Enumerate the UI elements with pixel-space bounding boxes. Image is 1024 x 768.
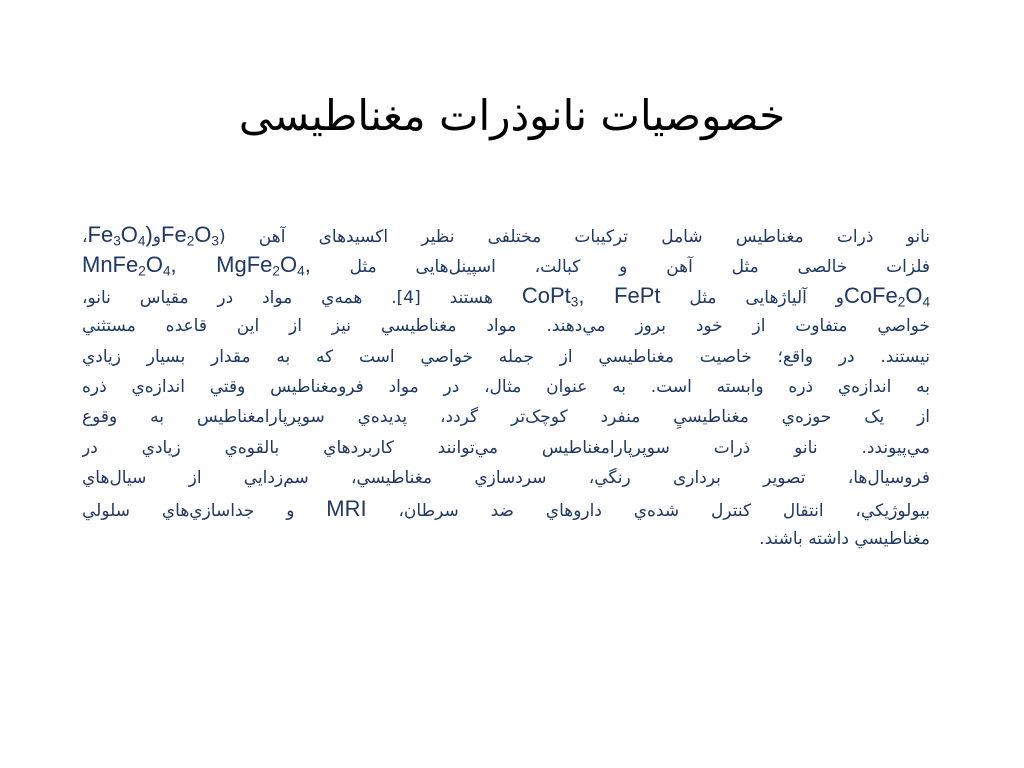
formula-sub: 2 [138, 263, 146, 279]
paragraph-line-11: مغناطيسي داشته باشند. [759, 528, 930, 549]
formula-sub: 2 [186, 233, 195, 249]
paragraph-line-1 [82, 220, 930, 250]
paragraph-line-10 [82, 494, 930, 524]
formula-part: CoFe [843, 282, 898, 308]
formula-sub: 4 [137, 233, 146, 249]
formula-mnfe2o4-mgfe2o4 [82, 252, 311, 277]
line-3-text-a: و آلیاژهایی مثل [689, 287, 844, 308]
formula-part: , [304, 252, 311, 278]
formula-sub: 3 [113, 233, 121, 249]
formula-part: ) [145, 222, 153, 247]
formula-part: O [905, 282, 923, 308]
line-1-text: نانو ذرات مغناطیس شامل ترکیبات مختلفی نظیر اکسیدهای آهن ( [218, 227, 930, 247]
formula-part: Fe [161, 222, 187, 247]
paragraph-line-4: خواصي متفاوت از خود بروز مي‌دهند. مواد مغناطيسي نيز از اين قاعده مستثني [82, 316, 930, 337]
paragraph-line-6: به اندازه‌ي ذره وابسته است. به عنوان مثال، در مواد فرومغناطيس وقتي اندازه‌ي ذره [82, 376, 930, 397]
formula-sub: 4 [297, 263, 305, 279]
formula-sub: 2 [272, 263, 280, 279]
slide-title: خصوصیات نانوذرات مغناطیسی [238, 91, 786, 140]
conjunction-waw: و [152, 227, 162, 247]
formula-part: , FePt [578, 282, 661, 308]
line-3-text-b: هستند [4]. همه‌ي مواد در مقیاس نانو، [82, 287, 493, 308]
line-2-text: فلزات خالصی مثل آهن و کبالت، اسپینل‌هایی مثل [349, 257, 930, 278]
term-mri: MRI [326, 495, 367, 521]
formula-sub: 4 [162, 263, 171, 279]
paragraph-line-9: فروسیال‌ها، تصویر برداری رنگي، سردسازي مغناطيسي، سم‌زدايي از سيال‌هاي [82, 468, 930, 489]
formula-cofe2o4 [844, 283, 930, 308]
formula-copt3-fept [522, 283, 661, 308]
formula-sub: 2 [897, 294, 906, 310]
formula-part: O [145, 252, 163, 278]
formula-fe2o3 [161, 222, 219, 247]
paragraph-line-7: از يک حوزه‌ي مغناطيسيِ منفرد کوچک‌تر گردد، پديده‌ي سوپرپارامغناطيس به وقوع [82, 407, 930, 428]
line-10-text-b: و جداسازي‌هاي سلولي [82, 500, 295, 521]
formula-sub: 4 [922, 294, 930, 310]
formula-part: , [170, 252, 217, 278]
line-10-text-a: بيولوژيکي، انتقال کنترل شده‌ي داروهاي ضد سرطان، [398, 500, 930, 521]
formula-sub: 3 [570, 294, 579, 310]
formula-part: Fe [87, 222, 114, 247]
paragraph-line-8: مي‌پيوندد. نانو ذرات سوپرپارامغناطيس مي‌توانند کاربردهاي بالقوه‌ي زيادي در [82, 437, 930, 458]
formula-sub: 3 [211, 233, 219, 249]
formula-part: MnFe [82, 252, 139, 278]
formula-part: CoPt [521, 282, 571, 308]
formula-part: O [279, 252, 298, 278]
paragraph-line-5: نيستند. در واقع؛ خاصيت مغناطيسي از جمله خواصي است كه به مقدار بسيار زيادي [82, 346, 930, 367]
body-paragraph [82, 220, 930, 554]
paragraph-line-2 [82, 250, 930, 280]
formula-fe3o4 [88, 222, 153, 247]
formula-part: MgFe [216, 252, 273, 278]
formula-part: O [194, 222, 212, 247]
formula-part: O [120, 222, 138, 247]
line-1-end: ، [82, 227, 88, 247]
paragraph-line-3 [82, 281, 930, 311]
